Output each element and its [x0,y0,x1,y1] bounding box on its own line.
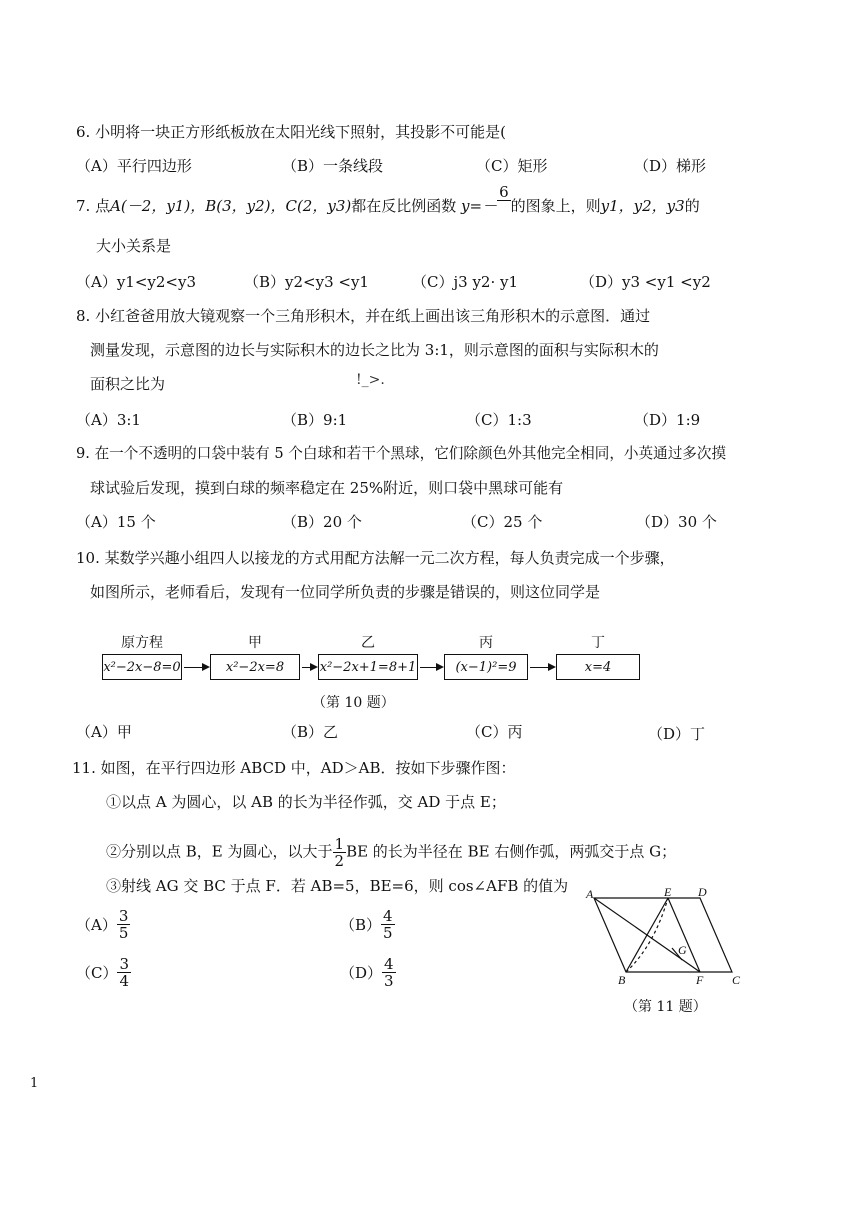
label-a: A [586,887,594,901]
q11-step2-a: ②分别以点 B，E 为圆心，以大于 [106,842,333,861]
label-d: D [698,886,707,899]
q7-option-c: （C）j3 y2· y1 [412,273,519,291]
q8-option-d: （D）1:9 [634,411,701,429]
q7-function-fraction [497,184,511,217]
q11-option-a-label: （A） [76,915,117,934]
q11-option-d-num: 4 [384,955,394,973]
label-e: E [664,886,672,899]
q11-option-b-den: 5 [383,924,393,942]
label-g: G [678,943,687,957]
q10-option-a: （A）甲 [76,723,132,741]
flow-box-yi: x²−2x+1=8+1 [318,654,418,680]
parallelogram-abcd [594,898,732,972]
arrow-icon [420,667,442,668]
q11-option-a-den: 5 [118,924,129,942]
q11-step1: ①以点 A 为圆心，以 AB 的长为半径作弧，交 AD 于点 E； [106,793,506,811]
q7-option-b: （B）y2<y3 <y1 [244,273,369,291]
q8-option-c: （C）1:3 [466,411,532,429]
q11-option-a [76,908,130,941]
q7-line2: 大小关系是 [96,237,172,255]
q11-option-b [340,908,395,941]
q11-parallelogram-figure [580,886,750,990]
q7-vars: y1，y2，y3 [600,197,685,215]
q7-stem-c: 的图象上，则 [510,197,601,215]
flow-label-jia: 甲 [248,635,262,651]
q11-option-c-fraction [117,956,131,989]
q11-option-c-num: 3 [119,955,130,973]
q11-option-b-fraction [381,908,395,941]
q10-line1: 10. 某数学兴趣小组四人以接龙的方式用配方法解一元二次方程，每人负责完成一个步骤， [76,549,675,567]
q8-option-b: （B）9:1 [282,411,348,429]
q8-line1: 8. 小红爸爸用放大镜观察一个三角形积木，并在纸上画出该三角形积木的示意图．通过 [76,307,651,325]
q7-func-den [497,201,511,217]
q11-option-b-label: （B） [340,915,382,934]
q11-step3: ③射线 AG 交 BC 于点 F．若 AB=5，BE=6，则 cos∠AFB 的值为 [106,877,569,895]
label-f: F [696,973,704,987]
q7-points: A(－2，y1)，B(3，y2)，C(2，y3) [110,197,352,215]
q6-option-d: （D）梯形 [634,157,707,175]
q11-line1: 11. 如图，在平行四边形 ABCD 中，AD＞AB．按如下步骤作图： [72,759,516,777]
q11-option-d-label: （D） [340,963,383,982]
label-b: B [618,973,626,987]
q6-option-b: （B）一条线段 [282,157,384,175]
flow-box-bing: (x−1)²=9 [444,654,528,680]
flow-label-bing: 丙 [479,635,493,651]
q10-option-b: （B）乙 [282,723,339,741]
q6-stem: 6. 小明将一块正方形纸板放在太阳光线下照射，其投影不可能是( [76,123,506,141]
q10-option-c: （C）丙 [466,723,523,741]
q7-stem [76,182,700,217]
q8-option-a: （A）3:1 [76,411,141,429]
q7-stem-d: 的 [684,197,700,215]
q6-option-c: （C）矩形 [476,157,548,175]
q11-half-den: 2 [334,852,345,870]
q11-option-b-num: 4 [383,907,393,925]
q9-option-c: （C）25 个 [462,513,543,531]
q11-option-d-fraction [382,956,396,989]
q7-func-num: 6 [499,182,509,201]
q11-option-d [340,956,396,989]
flow-box-original: x²−2x−8=0 [102,654,182,680]
q11-option-a-fraction [117,908,131,941]
q11-option-c-label: （C） [76,963,118,982]
label-c: C [732,973,741,987]
q8-line3: 面积之比为 [90,375,166,393]
q10-line2: 如图所示，老师看后，发现有一位同学所负责的步骤是错误的，则这位同学是 [90,583,601,601]
q9-option-d: （D）30 个 [636,513,717,531]
q6-option-a: （A）平行四边形 [76,157,192,175]
flow-box-ding: x=4 [556,654,640,680]
q10-option-d: （D）丁 [648,725,706,743]
q9-line1: 9. 在一个不透明的口袋中装有 5 个白球和若干个黑球，它们除颜色外其他完全相同，小英通过多次摸 [76,445,727,462]
q11-step2-b: BE 的长为半径在 BE 右侧作弧，两弧交于点 G； [346,842,677,861]
q10-caption: （第 10 题） [312,695,395,711]
arrow-icon [530,667,554,668]
flow-label-original: 原方程 [121,635,163,651]
q11-option-c [76,956,131,989]
q7-func-lhs: y=－ [461,197,498,215]
page-number: 1 [30,1076,39,1091]
pencil-mark: !_>. [356,372,385,388]
q9-option-b: （B）20 个 [282,513,362,531]
q11-caption: （第 11 题） [624,999,707,1015]
q7-option-a: （A）y1<y2<y3 [76,273,197,291]
q11-half-num: 1 [334,835,345,853]
q11-option-c-den: 4 [119,972,130,990]
segment-be [626,898,668,972]
flow-label-ding: 丁 [591,635,605,651]
flow-label-yi: 乙 [361,635,375,651]
q7-option-d: （D）y3 <y1 <y2 [580,273,711,291]
flow-box-jia: x²−2x=8 [210,654,300,680]
arrow-icon [302,667,316,668]
q8-line2: 测量发现，示意图的边长与实际积木的边长之比为 3:1，则示意图的面积与实际积木的 [90,341,659,359]
q7-stem-a: 7. 点 [76,197,111,215]
q9-line2: 球试验后发现，摸到白球的频率稳定在 25%附近，则口袋中黑球可能有 [90,479,564,497]
q11-option-d-den: 3 [384,972,394,990]
arrow-icon [184,667,208,668]
q11-half-fraction [333,836,347,869]
q7-stem-b: 都在反比例函数 [351,197,457,215]
q11-step2 [106,836,676,869]
q11-option-a-num: 3 [118,907,129,925]
q9-option-a: （A）15 个 [76,513,156,531]
